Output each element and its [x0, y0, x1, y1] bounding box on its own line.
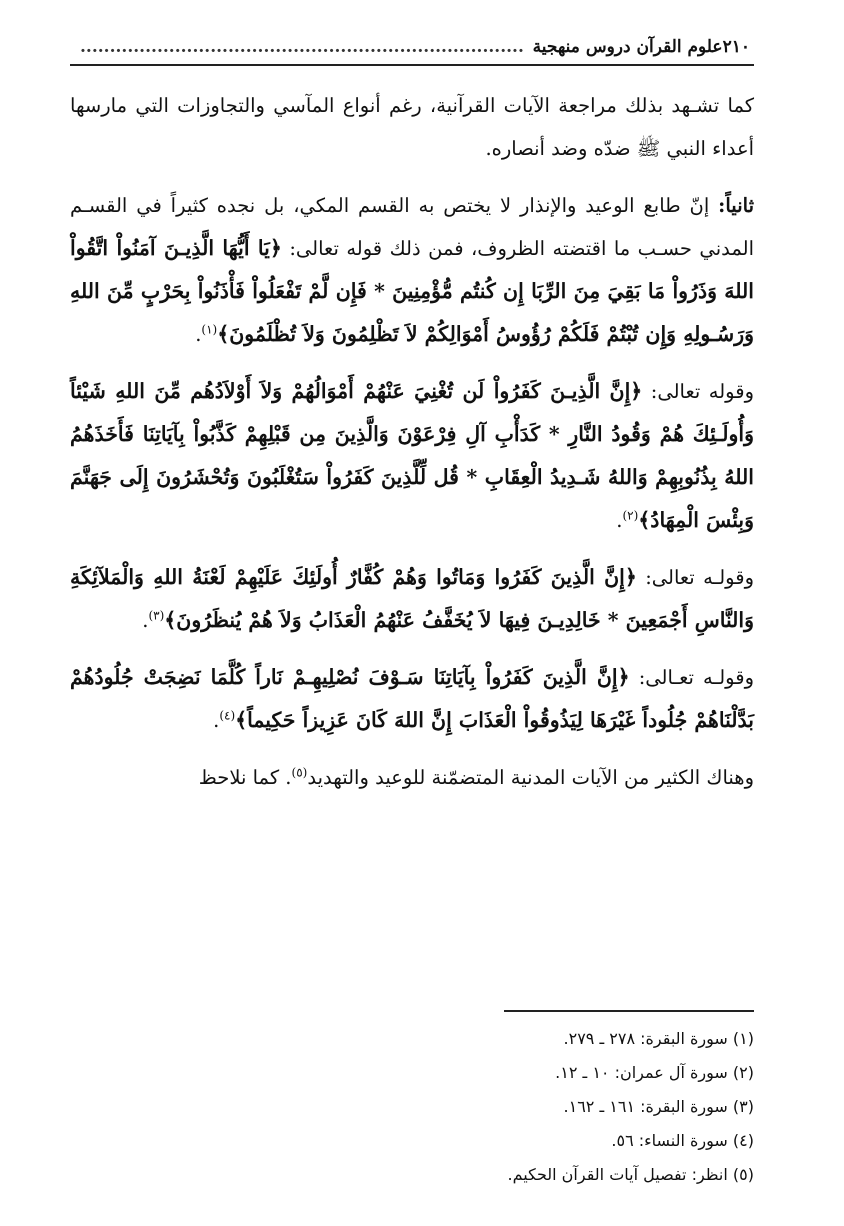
paragraph-6: [70, 756, 754, 799]
paragraph-prefix: ثانياً:: [718, 194, 754, 217]
running-title: علوم القرآن دروس منهجية: [532, 37, 723, 57]
footnote-reference[interactable]: (١): [201, 322, 218, 337]
paragraph-1: [70, 84, 754, 170]
paragraph-5: [70, 656, 754, 742]
footnote-item: (١) سورة البقرة: ٢٧٨ ـ ٢٧٩.: [563, 1029, 754, 1048]
header-leader-dots: ...........................................................................: [80, 37, 524, 57]
paragraph-end: .: [616, 509, 623, 532]
page-header: [70, 30, 754, 66]
footnote-reference[interactable]: (٣): [148, 608, 165, 623]
footnote-item: (٣) سورة البقرة: ١٦١ ـ ١٦٢.: [563, 1097, 754, 1116]
footnote-reference[interactable]: (٤): [219, 708, 236, 723]
paragraph-text: وقوله تعالى:: [642, 380, 754, 403]
page-number: ٢١٠: [722, 37, 750, 57]
paragraph-text: وقولـه تعـالى:: [629, 666, 754, 689]
footnote-divider: [504, 1010, 754, 1012]
paragraph-3: [70, 370, 754, 542]
paragraph-end: .: [142, 609, 149, 632]
quran-verse: ﴿إِنَّ الَّذِينَ كَفَرُوا وَمَاتُوا وَهُمْ كُفَّارٌ أُولَئِكَ عَلَيْهِمْ لَعْنَةُ اللهِ وَالْمَلآئِكَةِ وَالنَّاسِ أَجْمَعِينَ * خَالِدِيـنَ فِيهَا لاَ يُخَفَّفُ عَنْهُمُ الْعَذَابُ وَلاَ هُمْ يُنظَرُونَ﴾: [70, 565, 754, 632]
quran-verse: ﴿يَا أَيُّهَا الَّذِيـنَ آمَنُواْ اتَّقُواْ اللهَ وَذَرُواْ مَا بَقِيَ مِنَ الرِّبَا إِن كُنتُم مُّؤْمِنِينَ * فَإِن لَّمْ تَفْعَلُواْ فَأْذَنُواْ بِحَرْبٍ مِّنَ اللهِ وَرَسُـولِهِ وَإِن تُبْتُمْ فَلَكُمْ رُؤُوسُ أَمْوَالِكُمْ لاَ تَظْلِمُونَ وَلاَ تُظْلَمُونَ﴾: [70, 236, 754, 346]
paragraph-text: وقولـه تعالى:: [636, 566, 754, 589]
quran-verse: ﴿إِنَّ الَّذِيـنَ كَفَرُواْ لَن تُغْنِيَ عَنْهُمْ أَمْوَالُهُمْ وَلاَ أَوْلاَدُهُم مِّنَ اللهِ شَيْئاً وَأُولَـئِكَ هُمْ وَقُودُ النَّارِ * كَدَأْبِ آلِ فِرْعَوْنَ وَالَّذِينَ مِن قَبْلِهِمْ كَذَّبُواْ بِآيَاتِنَا فَأَخَذَهُمُ اللهُ بِذُنُوبِهِمْ وَاللهُ شَـدِيدُ الْعِقَابِ * قُل لِّلَّذِينَ كَفَرُواْ سَتُغْلَبُونَ وَتُحْشَرُونَ إِلَى جَهَنَّمَ وَبِئْسَ الْمِهَادُ﴾: [70, 379, 754, 532]
footnote-list: [504, 1022, 754, 1192]
paragraph-end: .: [213, 709, 220, 732]
quran-verse: ﴿إِنَّ الَّذِينَ كَفَرُواْ بِآيَاتِنَا سَـوْفَ نُصْلِيهِـمْ نَاراً كُلَّمَا نَضِجَتْ جُلُودُهُمْ بَدَّلْنَاهُمْ جُلُوداً غَيْرَهَا لِيَذُوقُواْ الْعَذَابَ إِنَّ اللهَ كَانَ عَزِيزاً حَكِيماً﴾: [70, 665, 754, 732]
paragraph-text: كما تشـهد بذلك مراجعة الآيات القرآنية، رغم أنواع المآسي والتجاوزات التي مارسها أعداء النبي ﷺ ضدّه وضد أنصاره.: [70, 94, 754, 160]
paragraph-2: [70, 184, 754, 356]
footnote-item: (٢) سورة آل عمران: ١٠ ـ ١٢.: [555, 1063, 754, 1082]
footnote-item: (٤) سورة النساء: ٥٦.: [611, 1131, 754, 1150]
body-text: [70, 84, 754, 799]
paragraph-end: .: [195, 323, 202, 346]
footnote-reference[interactable]: (٢): [622, 508, 639, 523]
paragraph-text: إنّ طابع الوعيد والإنذار لا يختص به القسم المكي، بل نجده كثيراً في القسـم المدني حسـب ما اقتضته الظروف، فمن ذلك قوله تعالى:: [70, 194, 754, 260]
footnote-item: (٥) انظر: تفصيل آيات القرآن الحكيم.: [507, 1165, 754, 1184]
paragraph-4: [70, 556, 754, 642]
footnotes: [504, 1010, 754, 1192]
paragraph-suffix: . كما نلاحظ: [198, 766, 292, 789]
paragraph-text: وهناك الكثير من الآيات المدنية المتضمّنة للوعيد والتهديد: [307, 766, 754, 789]
footnote-reference[interactable]: (٥): [291, 765, 308, 780]
book-page: [70, 30, 754, 1184]
